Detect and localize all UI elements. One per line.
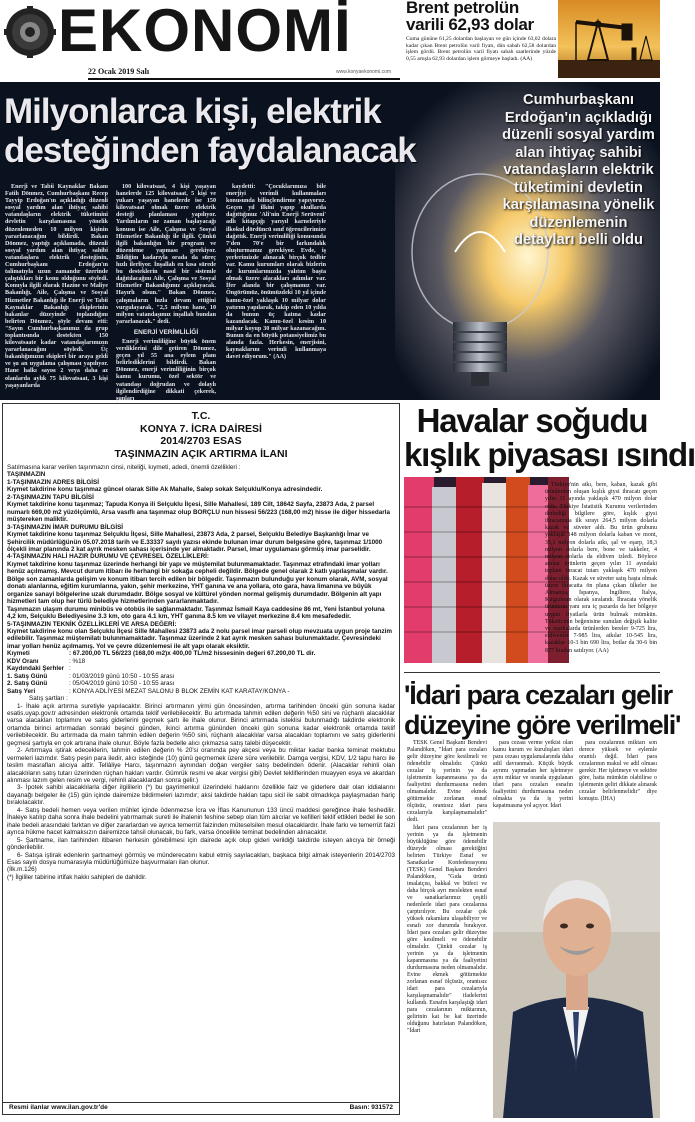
notice-h-hali: 4-TAŞINMAZIN HALİ HAZIR DURUMU VE ÇEVRESEL ÖZELLİKLERİ: — [7, 553, 209, 561]
notice-ik: (İlk.m.126) — [7, 866, 37, 874]
lead-headline — [4, 92, 474, 170]
notice-row: Kaydındaki Şerhler : — [7, 665, 71, 673]
lead-sidebar: Cumhurbaşkanı Erdoğan'ın açıkladığı düzenli sosyal yardım alan ihtiyaç sahibi vatandaşların elektrik tüketimini devletin karşılamasına yönelik düzenlemenin detayları belli oldu — [502, 92, 655, 248]
brent-headline: Brent petrolün varili 62,93 dolar — [406, 0, 534, 34]
notice-h-tapu: 2-TAŞINMAZIN TAPU BİLGİSİ — [7, 493, 94, 501]
notice-title: TAŞINMAZIN AÇIK ARTIRMA İLANI — [114, 447, 288, 460]
issue-date: 22 Ocak 2019 Salı — [88, 67, 150, 76]
story3-headline-line1: 'İdari para cezaları gelir — [404, 680, 672, 710]
notice-hali: Kıymet takdirine konu taşınmaz üzerinde herhangi bir yapı ve müştemilat bulunmamaktadır. Taşınmaz etrafındaki imar yolları henüz açılmamış. Mevcut durum itibarı ile herhangi bir sokağa cepheli değildir. Bölgede genel olarak 2 katlı yapılaşmalar vardır. Bölge son zamanlarda gelişim ve konum itibarı tercih edilen bir bölgedir. Taşınmazın bulunduğu yer konum olarak, AVM, sosyal donatı alanlarına, eğitim kurumlarına, yakın, şehir merkezine, YHT ganına ve ana yollara, oto gara, hava limanına ve büyük organize sanayi bölgelerine uzak durumdadır. Bölge sosyal ve kültürel yönden normal gelişmiş durumdadır. Bölgenin alt yapı hizmetleri tam olup her türlü belediye hizmetlerinden yararlanmaktadır. — [7, 560, 388, 606]
notice-row: KDV Oranı : %18 — [7, 657, 86, 665]
story2-headline — [404, 402, 695, 473]
notice-footer-left: Resmi ilanlar www.ilan.gov.tr'de — [9, 1104, 108, 1111]
story2-body: Türkiye'nin atkı, bere, kaban, kazak gibi ürünlerden oluşan kışlık giysi ihracatı geçen yılın 11 ayında yaklaşık 470 milyon dolar oldu. Türkiye İstatistik Kurumu verilerinden derlediği bilgilere göre, kışlık giysi ihracatında ilk sırayı 264,5 milyon dolarla kazak ve süveter aldı. Bu ürün grubunu yaklaşık 148 milyon dolarla kaban ve mont, 35,1 milyon dolarla atkı, şal ve eşarp, 18,3 milyon dolarla bere, bone ve takkeler, 4 milyon dolarla da eldiven izledi. Böylece anılan ürünlerin geçen yılın 11 ayındaki toplam ihracat tutarı yaklaşık 470 milyon dolar oldu. Kazak ve süveter satış başta olmak üzere ihracatta ön plana çıkan ülkeler ise Almanya, İspanya, İngiltere, İtalya, Kırgızistan olarak sıralandı. İhracata yönelik ürünlerin yanı sıra iç pazarda da her bölgeye uygun fiyatlarla ürün bulmak mümkün. Tüketicinin beğenisine sunulan değişik kalite ve markalarda ürünlerden bereler 9-725 lira, eldivenler 7-985 lira, atkılar 10-545 lira, kazaklar 10-3 bin 690 lira, botlar da 30-6 bin 877 liradan satılıyor. (AA) — [545, 482, 657, 654]
lead-col-1: Enerji ve Tabii Kaynaklar Bakanı Fatih Dönmez, Cumhurbaşkanı Recep Tayyip Erdoğan'ın açıkladığı düzenli sosyal yardım alan ihtiyaç sahibi vatandaşların elektrik tüketimini devletin karşılamasına yönelik düzenlemeden 10 milyon kişinin yararlanacağını bildirdi. Bakan Dönmez, yaptığı açıklamada, düzenli sosyal yardım alan ihtiyaç sahibi vatandaşlara elektrik desteğinin, Cumhurbaşkanı Erdoğan'ın talimatıyla uzun zamandır üzerinde çalıştıkları bir konu olduğunu söyledi. Konuyla ilgili olarak Hazine ve Maliye Bakanlığı, Aile, Çalışma ve Sosyal Hizmetler Bakanlığı ile Enerji ve Tabii Kaynaklar Bakanlığı ekiplerinin bakanlar düzeyinde toplandığını belirten Dönmez, şöyle devam etti: "Sayın Cumhurbaşkanımız da grup toplantısında destekten 150 kilovatsaate kadar vatandaşlarımızın yararlanacağını söyledi. Üç bakanlığımızın ekipleri bir araya geldi ve şu an uygulama çalışması yapılıyor. Hane halkı sayısı 2 veya daha az olanlarda aylık 75 kilovatsaat, 3 kişi yaşayanlarda — [5, 184, 108, 389]
notice-footer-right: Basın: 931572 — [349, 1104, 393, 1111]
notice-h-teknik: 5-TAŞINMAZIN TEKNİK ÖZELLİKLERİ VE ARSA DEĞERİ: — [7, 620, 177, 628]
story3-col-1: TESK Genel Başkanı Bendevi Palandöken, "İdari para cezaları gelir düzeyine göre kesilmeli ve ödenebilir olmalıdır. Çünkü cezalar iş yerinin ya da işletmenin kapanmasına ya da faaliyetini durdurmasına neden olmamalıdır. Evine ekmek götürmekte zorlanan esnaf ölçüsüz, orantısız idari para cezalarıyla karşılaşmamalıdır" dedi. İdari para cezalarının her iş yerinin ya da işletmenin büyüklüğüne göre ödenebilir düzeyde olması gerektiğini belirten Türkiye Esnaf ve Sanatkarlar Konfederasyonu (TESK) Genel Başkanı Bendevi Palandöken, "Gıda ürünü imalatçısı, bakkal ve büfeci ve daha birçok ayrı meslekten esnaf ve sanatkarlarımız çeşitli nedenlerle idari para cezalarına çarptırılıyor. Bu cezalar çok yüksek rakamlara ulaşabiliyor ve esnafı zor durumda bırakıyor. İdari para cezaları gelir düzeyine göre kesilmeli ve ödenebilir olmalıdır. Çünkü cezalar iş yerinin ya da işletmenin kapanmasına ya da faaliyetini durdurmasına neden olmamalıdır. Evine ekmek götürmekte zorlanan esnaf ölçüsüz, orantısız idari para cezalarıyla karşılaşmamalıdır" ifadelerini kullandı. Esnafın karşılaştığı idari para cezalarının miktarının, gelirinin kat be kat üzerinde olduğunu hatırlatan Palandöken, "İdari — [407, 740, 487, 1034]
lead-headline-line1: Milyonlarca kişi, elektrik — [4, 92, 381, 131]
lead-subheading: ENERJİ VERİMLİLİĞİ — [133, 328, 199, 336]
notice-sart-6: 6- Satışa iştirak edenlerin şartnameyi görmüş ve münderecatını kabul etmiş sayılacakları, başkaca bilgi almak isteyenlerin 2014/2703 Esas sayılı dosya numarasıyla müdürlüğümüze başvurmaları ilan olunur. — [7, 851, 395, 867]
notice-footer — [3, 1102, 399, 1114]
notice-sart-4: 4- Satış bedeli hemen veya verilen mühlet içinde ödenmezse İcra ve İflas Kanununun 133 üncü maddesi gereğince ihale feshedilir. İhaleye katılıp daha sonra ihale bedelini yatırmamak sureti ile ihalenin feshine sebep olan tüm alıcılar ve kefilleri teklif ettikleri bedel ile son ihale bedeli arasındaki farktan ve diğer zararlardan ve ayrıca temerrüt faizinden müteselsilen mesul olacaklardır. İhale farkı ve temerrüt faizi ayrıca hükme hacet kalmaksızın dairemizce tahsil olunacak, bu fark, varsa öncelikle teminat bedelinden alınacaktır. — [7, 806, 395, 837]
logo: EKONOMİ — [58, 0, 352, 64]
notice-h-adres: 1-TAŞINMAZIN ADRES BİLGİSİ — [7, 478, 100, 486]
notice-teknik: Kıymet takdirine konu olan Selçuklu İlçesi Sille Mahallesi 23873 ada 2 nolu parsel imar parseli olup mevzuata uygun proje tanzim edilebilir. Taşınmaz müştemilatı bulunmamaktadır. Taşınmaz üzerinde 2 kat ayrık mesken sahası bulunmaktadır. Çevresindeki imar yolları henüz açılmamış. Yol ve çevre düzenlemesi ile alt yapı olarak eksiktir. — [7, 627, 392, 650]
portrait-photo — [493, 822, 660, 1118]
story2-headline-line2: kışlık piyasası ısındı — [404, 436, 695, 473]
lead-headline-line2: desteğinden faydalanacak — [4, 131, 416, 170]
notice-row: Satış Yeri : KONYA ADLİYESİ MEZAT SALONU B BLOK ZEMİN KAT KARATAY/KONYA - — [7, 687, 290, 695]
oil-pump-image — [558, 0, 660, 78]
legal-notice — [2, 403, 400, 1115]
notice-case: 2014/2703 ESAS — [160, 435, 242, 447]
story3-headline-line2: düzeyine göre verilmeli' — [404, 710, 681, 740]
notice-tc: T.C. — [191, 410, 211, 422]
notice-sart-5: 5- Şartname, ilan tarihinden itibaren herkesin görebilmesi için dairede açık olup gideri verildiği takdirde isteyen alıcıya bir örneği gönderilebilir. — [7, 836, 395, 852]
notice-office: KONYA 7. İCRA DAİRESİ — [140, 422, 262, 435]
lead-col-2: 100 kilovatsaat, 4 kişi yaşayan hanelerde 125 kilovatsaat, 5 kişi ve yukarı yaşayan hanelerde ise 150 kilovatsaat olmak üzere elektrik desteği planlaması yapılıyor. Yardımların ne zaman başlayacağı konusu ise Aile, Çalışma ve Sosyal Hizmetler Bakanlığı ile ilgili. Çünkü ilgili bakanlığın bir program ve düzenleme yapması gerekiyor. Bildiğim kadarıyla orada da süreç hızlı ilerliyor. İnşallah en kısa sürede bu desteklerin nasıl bir sistemle dağıtılacağını Aile, Çalışma ve Sosyal Hizmetler Bakanlığımız açıklayacak. Hayırlı olsun." Bakan Dönmez, çalışmaların hızla devam ettiğini vurgulayarak, "2,5 milyon hane, 10 milyon vatandaşımız inşallah bundan yararlanacak." dedi. ENERJİ VERİMLİLİĞİ Enerji verimliliğine büyük önem verdiklerini dile getiren Dönmez, geçen yıl 55 ana eylem planı belirlediklerini bildirdi. Bakan Dönmez, enerji verimliliğinin birçok kamu kurumu, özel sektör ve vatandaşı doğrudan ve dolaylı ilgilendirdiğine dikkati çekerek, şunları — [116, 184, 216, 402]
lead-col-3: kaydetti: "Çocuklarımıza bile enerjiyi verimli kullanmaları konusunda bilinçlendirme yapıyoruz. Geçen yıl ilkini yapıp okullarda dağıttığımız 'Ali'nin Enerji Serüveni' adlı kitapçığı yarıyıl karneleriyle ilkokul dördüncü sınıf öğrencilerimize dağıttık. Enerji verimliliği konusunda 7'den 70'e bir farkındalık oluşturmamız gerekiyor. Evde, iş yerlerimizde alınacak birçok tedbir var. Kamu kurumları olarak bizlerin de kurumlarımızda yalıtım başta olmak üzere alacakları adımlar var. İfer alanda bir çalışmamız var. Öngörümüz, önümüzdeki 10 yıl içinde kamu-özel yaklaşık 10 milyar dolar yatırım yapılarak, takip eden 10 yılda da bunun üç katına kadar kazanılacak. Kamu-özel kesim 10 milyar koyup 30 milyar kazanacağım. Bunun da en büyük potansiyelimiz bu alanda fazla. Herkesin, enerjisini, kaynaklarını verimli kullanmaya davet ediyorum." (AA) — [226, 184, 326, 361]
notice-sartlar-title: Satış şartları : — [29, 695, 68, 703]
notice-body — [7, 464, 395, 881]
masthead-rule — [88, 78, 400, 80]
notice-sart-3: 3- İpotek sahibi alacaklılarla diğer ilgililerin (*) bu gayrimenkul üzerindeki haklarını özellikle faiz ve giderlere dair olan iddialarını dayanağı belgeler ile (15) gün içinde dairemize bildirmeleri lazımdır; aksi takdirde hakları tapu sicil ile sabit olmadıkça paylaşmadan hariç bırakılacaktır. — [7, 784, 395, 807]
story3-col-3: para cezalarının miktarı son derece yüksek ve eylemle orantılı değil. İdari para cezalarının makul ve adil olması gerekir. Her işletmeye ve sektöre göre, hatta mümkün olabilirse o işletmenin geliri dikkate alınarak cezalar belirlenmelidir" diye konuştu. (İHA) — [579, 740, 657, 802]
notice-adres: Kıymet takdirine konu taşınmaz güncel olarak Sille Ak Mahalle, Salep sokak Selçuklu/Konya adresindedir. — [7, 486, 323, 494]
story-divider — [404, 672, 660, 673]
notice-sart-1: 1- İhale açık artırma suretiyle yapılacaktır. Birinci artırmanın yirmi gün öncesinden, artırma tarihinden önceki gün sonuna kadar esatis.uyap.gov.tr adresinden elektronik ortamda teklif verilebilecektir. Bu artırmada tahmin edilen değerin %50 sini ve rüçhanlı alacaklılar varsa alacakları toplamını ve satış giderlerini geçmek şartı ile ihale olunur. Birinci artırmada isteklisi bulunmadığı takdirde elektronik ortamda birinci artırmadan sonraki beşinci günden, ikinci artırma gününden önceki gün sonuna kadar elektronik ortamda teklif verilebilecektir. Bu artırmada da malın tahmin edilen değerin %50 sini, rüçhanlı alacaklılar varsa alacakları toplamını ve satış giderlerini geçmesi şartıyla en çok artırana ihale olunur. Böyle fazla bedelle alıcı çıkmazsa satış talebi düşecektir. — [7, 702, 395, 747]
notice-h-imar: 3-TAŞINMAZIN İMAR DURUMU BİLGİSİ — [7, 523, 124, 531]
story3-col-2: para cezası verme yetkisi olan kamu kurum ve kuruluşları idari para cezası uygulamalarında daha adil davranmalı. Küçük büyük ayrımı yapmadan her işletmeye aynı miktar ve oranda uygulanan idari para cezaları esnafın faaliyetini durdurmasına neden olmakta ya da iş yerini kapatmasına yol açıyor. İdari — [493, 740, 573, 809]
notice-intro: Satılmasına karar verilen taşınmazın cinsi, niteliği, kıymeti, adedi, önemli özellikleri : — [7, 464, 241, 471]
lead-story — [0, 82, 660, 400]
notice-tapu: Kıymet takdirine konu taşınmaz; Tapuda Konya ili Selçuklu İlçesi, Sille Mahallesi, 189 Cilt, 18642 Sayfa, 23873 Ada, 2 parsel numarlı 669,00 m2 yüzölçümlü, Arsa vasıflı ana taşınmaz olup BORÇLU nun hissesi 56/223 (168,00 m2) hisse ile diğer hissedarla müştereken maliktir. — [7, 501, 390, 524]
notice-row: Kıymeti : 67.200,00 TL 56/223 (168,00 m2)x 400,00 TL/m2 hissesinin değeri 67.200,00 TL dir. — [7, 650, 316, 658]
story2-headline-line1: Havalar soğudu — [416, 402, 648, 439]
masthead — [0, 0, 660, 80]
notice-h-tasinmaz: TAŞINMAZIN — [7, 471, 46, 479]
notice-row: 1. Satış Günü : 01/03/2019 günü 10:50 - 10:55 arası — [7, 672, 175, 680]
notice-sart-2: 2- Artırmaya iştirak edeceklerin, tahmin edilen değerin % 20'si oranında pey akçesi veya bu miktar kadar banka teminat mektubu vermeleri lazımdır. Satış peşin para iledir, alıcı isteğinde (10) günü geçmemek üzere süre verilebilir. Damga vergisi, KDV, 1/2 tapu harcı ile teslim masrafları alıcıya aittir. Tellâliye Harcı, taşınmazın aynından doğan vergiler satış bedelinden ödenir. (Alacaklar rehinli olan alacaklıların satış tutarı üzerinden rüçhan hakları vardır. Gümrük resmi ve akar vergisi gibi) Devlet tekliflerinden muayyen esya ve akardan alınması lazım gelen resim ve vergi, rehinli alacaklardan sonra gelir.) — [7, 747, 395, 785]
brent-text: Cuma gününe 61,25 dolardan başlayan ve gün içinde 63,02 dolara kadar çıkan Brent petrolün varil fiyatı, dün sabah 62,58 dolardan işlem gördü. Brent petrolün varil fiyatı sabah saatlerinde yüzde 0,55 artışla 62,93 dolardan işlem görmeye başladı. (AA) — [406, 36, 556, 62]
notice-hali2: Taşınmazın ulaşım durumu minibüs ve otobüs ile sağlanmaktadır. Taşınmaz İsmail Kaya caddesine 86 mt, Yeni İstanbul yoluna 4,2 km, Selçuklu Belediyesine 3.3 km, oto gara 4.1 km, YHT ganına 8.5 km ve vilayet merkezine 8.4 km mesafededir. — [7, 605, 385, 621]
gear-icon — [4, 6, 56, 58]
notice-rows — [7, 650, 395, 695]
story3-headline — [404, 680, 681, 740]
notice-row: 2. Satış Günü : 05/04/2019 günü 10:50 - 10:55 arası — [7, 680, 175, 688]
notice-heading — [3, 404, 399, 460]
notice-ilgililer: (*) İlgililer tabirine irtifak hakkı sahipleri de dahildir. — [7, 873, 147, 881]
site-url: www.konyaekonomi.com — [336, 69, 392, 75]
notice-imar: Kıymet takdirine konu taşınmaz Selçuklu İlçesi, Sille Mahallesi, 23873 Ada, 2 parsel, Selçuklu Belediye Başkanlığı İmar ve Şehircilik müdürlüğünün 05.07.2018 tarih ve E.33337 sayılı yazısı ekinde bulunan imar durum belgesine göre, taşınmaz 1/1000 ölçekli imar planında 2 kat ayrık mesken sahası içerisinde yer almaktadır. Parsel, imar uygulaması görmüş imar parselidir. — [7, 531, 383, 553]
